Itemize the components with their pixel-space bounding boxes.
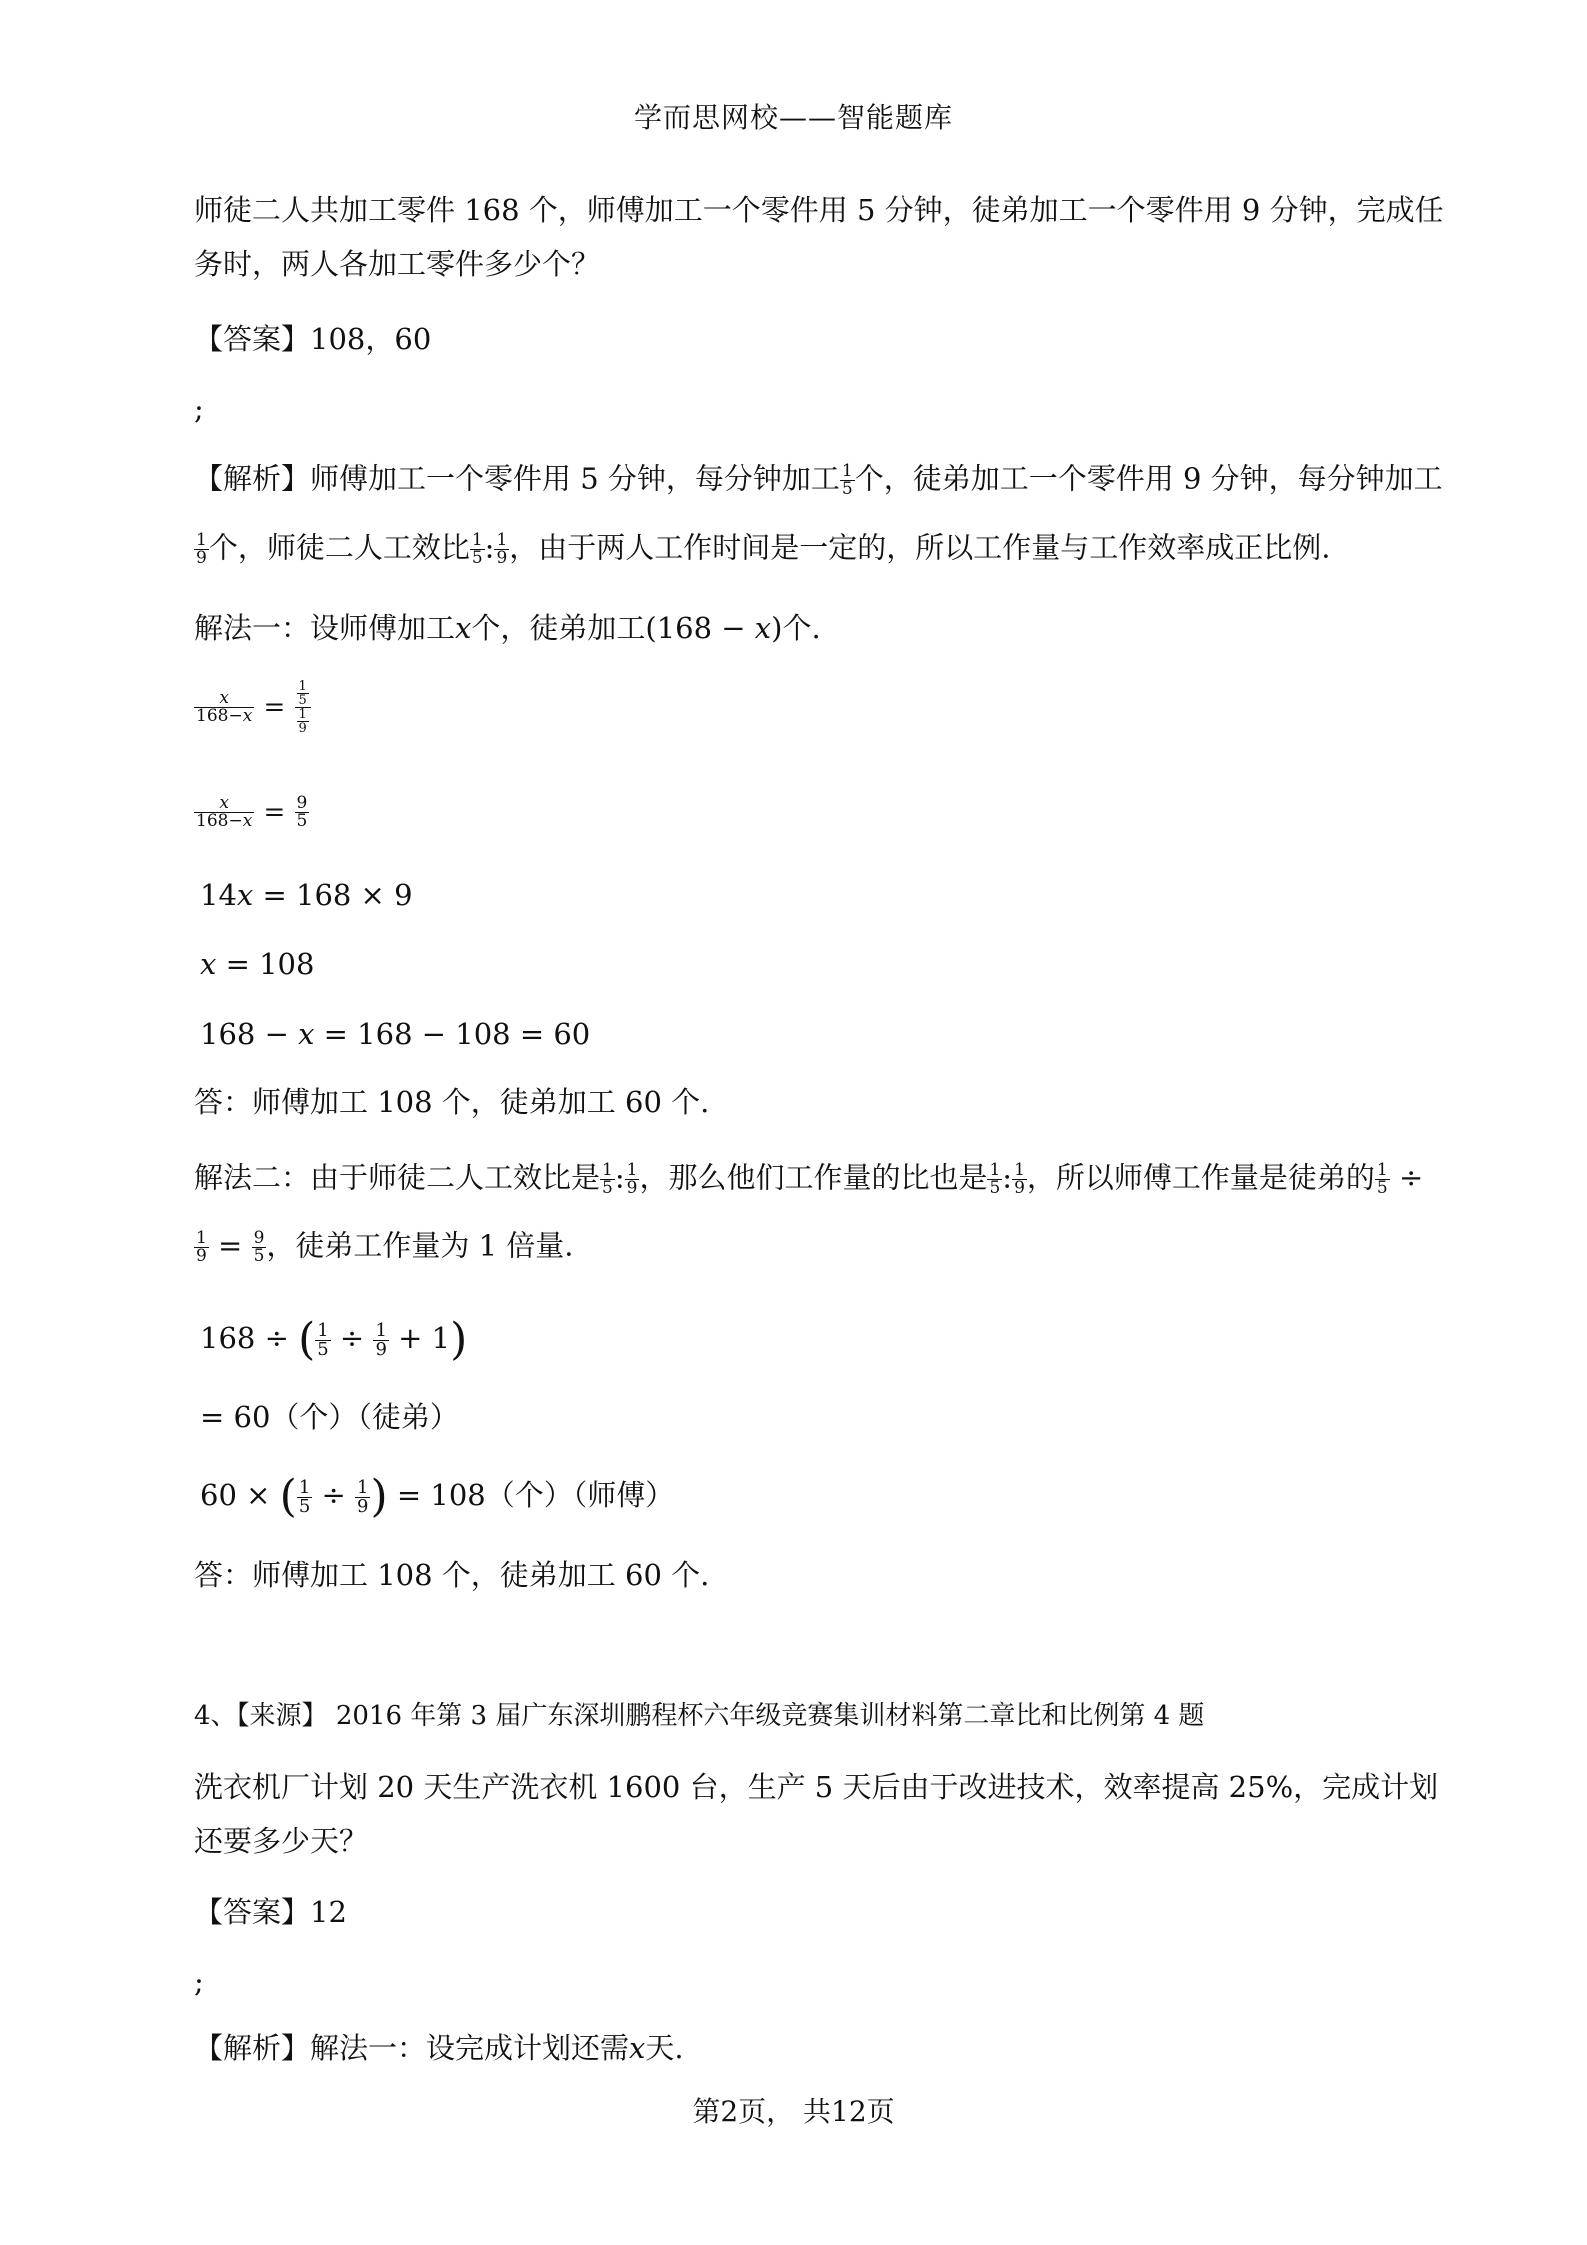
compound-fraction: $\frac{\frac{1}{5}}{\frac{1}{9}}$ <box>295 680 311 735</box>
question-number: 4、 <box>194 1701 237 1731</box>
q4-source <box>194 1703 1204 1729</box>
fraction-9-5: $\frac{9}{5}$ <box>296 793 308 831</box>
fraction-1-9: $\frac{1}{9}$ <box>357 1476 369 1517</box>
analysis-text: ，由于两人工作时间是一定的，所以工作量与工作效率成正比例. <box>509 530 1331 565</box>
analysis-text: 解法一：设完成计划还需 <box>310 2031 630 2065</box>
analysis-text: 师傅加工一个零件用 5 分钟，每分钟加工 <box>310 461 840 496</box>
q3-equation-1: $\frac{x}{168-x}$ = $\frac{\frac{1}{5}}{\frac{1}{9}}$ <box>194 680 311 735</box>
q3-equation-9: 60 × ( $\frac{1}{5}$ ÷ $\frac{1}{9}$ ) = 108（个）（师傅） <box>200 1471 675 1522</box>
source-label: 【来源】 <box>236 1701 328 1731</box>
analysis-label: 【解析】 <box>194 461 311 496</box>
fraction-1-5: $\frac{1}{5}$ <box>1376 1160 1388 1198</box>
q3-method2-line2: $\frac{1}{9}$ = $\frac{9}{5}$ ，徒弟工作量为 1 倍量. <box>196 1228 574 1266</box>
fraction-1-5: $\frac{1}{5}$ <box>989 1160 1001 1198</box>
page-footer: 第2页， 共12页 <box>692 2095 895 2128</box>
fraction-1-5: $\frac{1}{5}$ <box>841 461 853 499</box>
q3-equation-4: 𝑥 = 108 <box>200 947 315 981</box>
separator: ; <box>194 1965 204 1999</box>
q3-method2-line1: 解法二：由于师徒二人工效比是 $\frac{1}{5}$ : $\frac{1}{9}$ ，那么他们工作量的比也是 $\frac{1}{5}$ : $\frac{1}{9}$ ，所以师傅工作量是徒弟的 $\frac{1}{5}$ ÷ <box>194 1160 1424 1198</box>
q3-stem-line1: 师徒二人共加工零件 168 个，师傅加工一个零件用 5 分钟，徒弟加工一个零件用 9 分钟，完成任 <box>194 193 1444 227</box>
q3-equation-7: 168 ÷ ( $\frac{1}{5}$ ÷ $\frac{1}{9}$ + 1) <box>200 1314 468 1365</box>
page-header: 学而思网校——智能题库 <box>633 101 953 134</box>
fraction-1-5: $\frac{1}{5}$ <box>298 1476 311 1517</box>
q3-equation-5: 168 − 𝑥 = 168 − 108 = 60 <box>200 1017 591 1051</box>
q3-equation-8: = 60（个）（徒弟） <box>200 1400 459 1434</box>
q3-reply-1: 答：师傅加工 108 个，徒弟加工 60 个. <box>194 1085 710 1119</box>
q3-equation-3: 14𝑥 = 168 × 9 <box>200 878 413 912</box>
analysis-text: 个，徒弟加工一个零件用 9 分钟，每分钟加工 <box>854 461 1443 496</box>
equation-text: 60 × <box>200 1478 271 1512</box>
fraction-x-over-168-minus-x: $\frac{x}{168-x}$ <box>196 688 253 726</box>
q3-stem-line2: 务时，两人各加工零件多少个？ <box>194 247 601 281</box>
q3-analysis-line1 <box>194 463 1443 498</box>
fraction-1-9: $\frac{1}{9}$ <box>196 1228 207 1266</box>
q3-answer <box>194 322 432 356</box>
fraction-1-9: $\frac{1}{9}$ <box>196 530 207 568</box>
analysis-label: 【解析】 <box>194 2031 311 2065</box>
fraction-9-5: $\frac{9}{5}$ <box>253 1228 265 1266</box>
fraction-1-9: $\frac{1}{9}$ <box>375 1319 387 1360</box>
method-text: 解法二：由于师徒二人工效比是 <box>194 1160 601 1195</box>
answer-value: 108，60 <box>310 322 432 356</box>
q4-stem-line2: 还要多少天？ <box>194 1824 369 1858</box>
method-text: ，所以师傅工作量是徒弟的 <box>1026 1160 1375 1195</box>
fraction-x-over-168-minus-x: $\frac{x}{168-x}$ <box>196 793 253 831</box>
fraction-1-5: $\frac{1}{5}$ <box>317 1319 329 1360</box>
answer-label: 【答案】 <box>194 1895 311 1929</box>
q3-method1-intro: 解法一：设师傅加工𝑥个，徒弟加工(168 − 𝑥)个. <box>194 611 821 645</box>
q3-equation-2: $\frac{x}{168-x}$ = $\frac{9}{5}$ <box>196 793 308 831</box>
q3-reply-2: 答：师傅加工 108 个，徒弟加工 60 个. <box>194 1558 710 1592</box>
q4-analysis: 【解析】解法一：设完成计划还需𝑥天. <box>194 2031 684 2065</box>
equation-text: 168 ÷ <box>200 1321 289 1355</box>
equation-text: = 108（个）（师傅） <box>396 1478 675 1512</box>
source-text: 2016 年第 3 届广东深圳鹏程杯六年级竞赛集训材料第二章比和比例第 4 题 <box>335 1701 1205 1731</box>
q4-stem-line1: 洗衣机厂计划 20 天生产洗衣机 1600 台，生产 5 天后由于改进技术，效率提高 25%，完成计划 <box>194 1770 1439 1804</box>
analysis-text: 天. <box>645 2031 684 2065</box>
fraction-1-9: $\frac{1}{9}$ <box>626 1160 638 1198</box>
method-text: ，那么他们工作量的比也是 <box>639 1160 988 1195</box>
method-text: ，徒弟工作量为 1 倍量. <box>266 1228 574 1263</box>
q3-analysis-line2: $\frac{1}{9}$ 个，师徒二人工效比 $\frac{1}{5}$ : $\frac{1}{9}$ ，由于两人工作时间是一定的，所以工作量与工作效率成正比例. <box>196 530 1331 568</box>
method-text: 解法一：设师傅加工 <box>194 611 456 645</box>
separator: ; <box>194 392 204 426</box>
method-text: 个. <box>782 611 821 645</box>
fraction-1-5: $\frac{1}{5}$ <box>471 530 483 568</box>
fraction-1-9: $\frac{1}{9}$ <box>1014 1160 1025 1198</box>
answer-label: 【答案】 <box>194 322 311 356</box>
method-text: 个，徒弟加工 <box>471 611 646 645</box>
answer-value: 12 <box>310 1895 347 1929</box>
analysis-text: 个，师徒二人工效比 <box>208 530 470 565</box>
q4-answer <box>194 1895 347 1929</box>
fraction-1-5: $\frac{1}{5}$ <box>602 1160 613 1198</box>
fraction-1-9: $\frac{1}{9}$ <box>496 530 508 568</box>
